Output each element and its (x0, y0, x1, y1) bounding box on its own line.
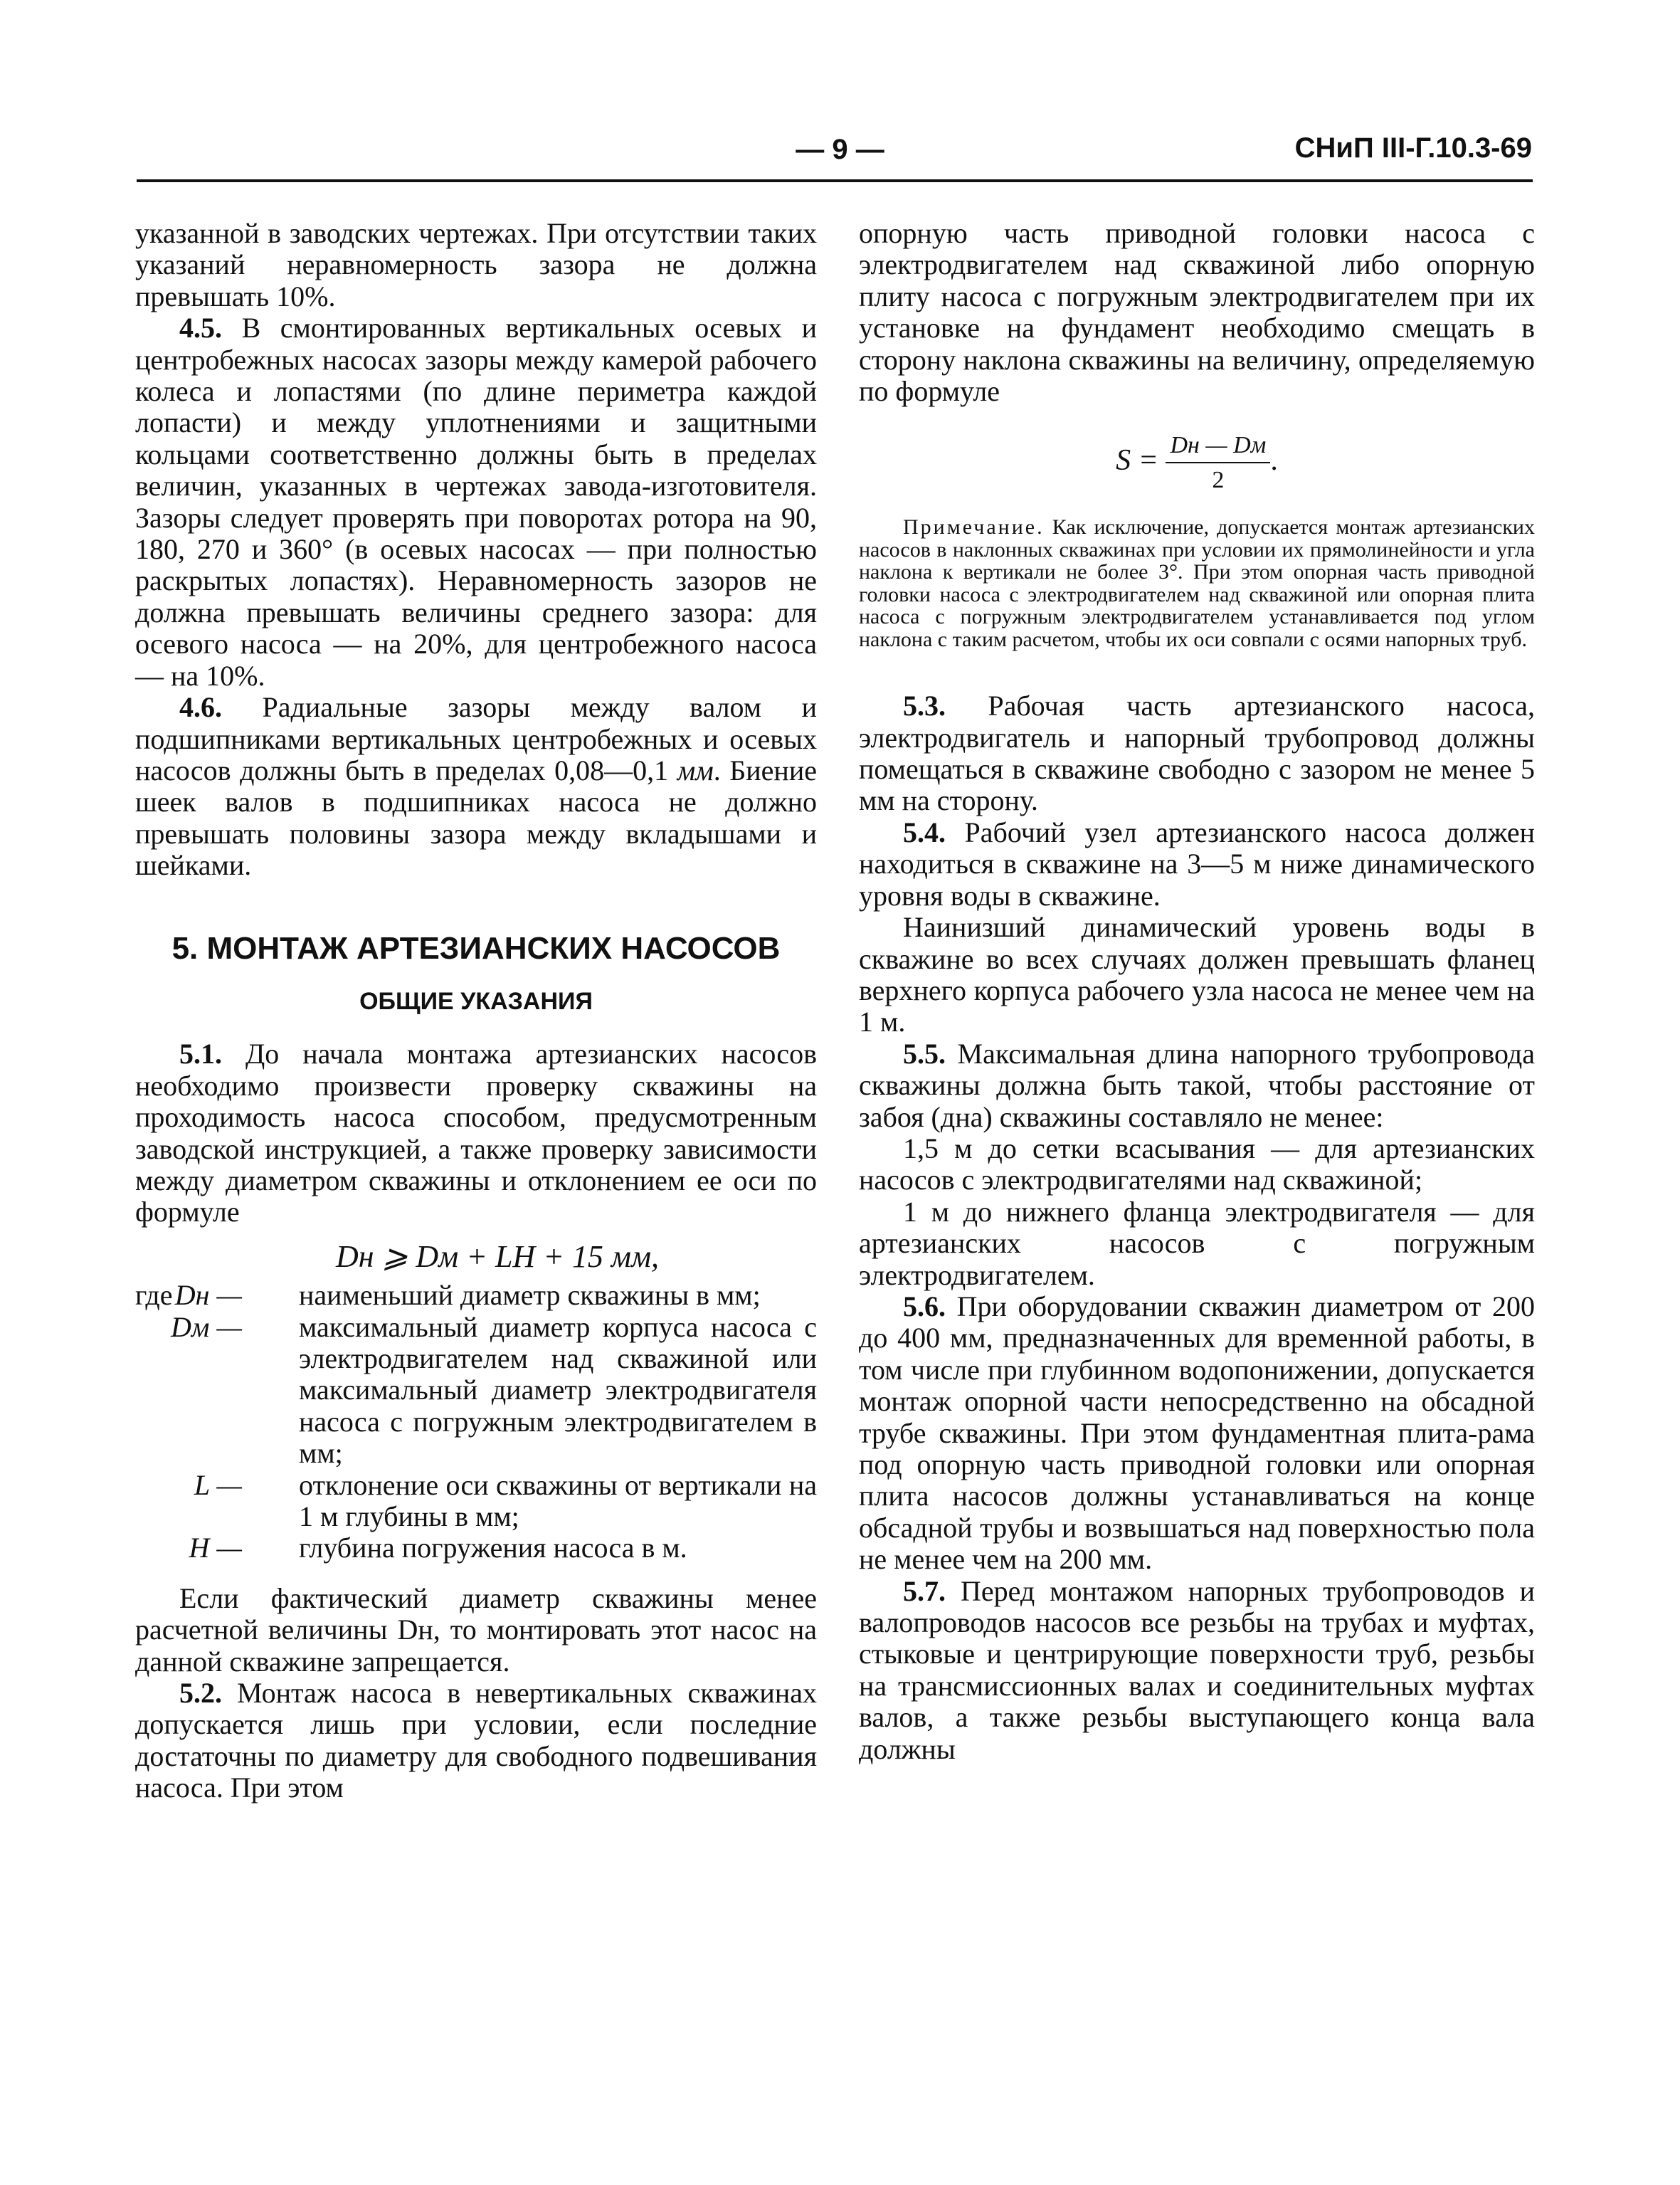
note-text: Как исключение, допускается монтаж артезианских насосов в наклонных скважинах при условии их прямолинейности и угла наклона к вертикали не более 3°. При этом опорная часть приводной головки насоса с электродвигателем над скважиной или опорная плита насоса с погружным электродвигателем устанавливается под углом наклона с таким расчетом, чтобы их оси совпали с осями напорных труб. (859, 515, 1535, 651)
clause-text: В смонтированных вертикальных осевых и центробежных насосах зазоры между камерой рабочего колеса и лопастями (по длине периметра каждой лопасти) и между уплотнениями и защитными кольцами соответственно должны быть в пределах величин, указанных в чертежах завода-изготовителя. Зазоры следует проверять при поворотах ротора на 90, 180, 270 и 360° (в осевых насосах — при полностью раскрытых лопастях). Неравномерность зазоров не должна превышать величины среднего зазора: для осевого насоса — на 20%, для центробежного насоса — на 10%. (135, 312, 817, 692)
clause-text: Максимальная длина напорного трубопровода скважины должна быть такой, чтобы расстояние от забоя (дна) скважины составляло не менее: (859, 1037, 1535, 1133)
fraction (1166, 430, 1270, 496)
clause-5-6 (859, 1291, 1535, 1576)
clause-text: До начала монтажа артезианских насосов необходимо произвести проверку скважины на проходимость насоса способом, предусмотренным заводской инструкцией, а также проверку зависимости между диаметром скважины и отклонением ее оси по формуле (135, 1038, 817, 1228)
clause-text: . Биение шеек валов в подшипниках насоса не должно превышать половины зазора между вкладышами и шейками. (135, 754, 818, 882)
definition-term: L — (194, 1468, 242, 1501)
clause-number: 5.1. (179, 1038, 222, 1070)
clause-5-7 (859, 1576, 1535, 1765)
list-item: 1 м до нижнего фланца электродвигателя — для артезианских насосов с погружным электродвигателем. (859, 1195, 1535, 1291)
clause-4-6 (135, 692, 817, 881)
paragraph-if: Если фактический диаметр скважины менее расчетной величины Dн, то монтировать этот насос на данной скважине запрещается. (135, 1581, 817, 1678)
clause-number: 5.6. (903, 1290, 946, 1322)
clause-5-4 (859, 817, 1535, 912)
clause-number: 5.5. (903, 1037, 946, 1070)
clause-number: 4.5. (179, 312, 222, 344)
definition-row (135, 1532, 817, 1564)
fraction-numerator: Dн — Dм (1166, 430, 1270, 463)
clause-4-5 (135, 312, 817, 692)
definition-term: Dн — (174, 1279, 242, 1312)
unit: мм (677, 754, 714, 786)
definition-text: наименьший диаметр скважины в мм; (299, 1279, 761, 1312)
clause-number: 5.3. (903, 690, 946, 722)
clause-5-5 (859, 1038, 1535, 1133)
subsection-title: ОБЩИЕ УКАЗАНИЯ (359, 987, 593, 1015)
list-item: 1,5 м до сетки всасывания — для артезианских насосов с электродвигателями над скважиной; (859, 1132, 1535, 1196)
clause-number: 4.6. (179, 691, 222, 724)
clause-5-1 (135, 1038, 817, 1228)
definition-row (135, 1280, 817, 1311)
definition-text: глубина погружения насоса в м. (299, 1532, 687, 1564)
clause-text: Перед монтажом напорных трубопроводов и валопроводов насосов все резьбы на трубах и муфтах, стыковые и центрирующие поверхности труб, резьбы на трансмиссионных валах и соединительных муфтах валов, а также резьбы выступающего конца вала должны (859, 1574, 1535, 1765)
formula-diameter: Dн ⩾ Dм + LH + 15 мм, (335, 1238, 660, 1274)
definitions-list (135, 1280, 817, 1564)
definition-row (135, 1312, 817, 1470)
paragraph-continued: опорную часть приводной головки насоса с электродвигателем над скважиной либо опорную плиту насоса с погружным электродвигателем при их установке на фундамент необходимо смещать в сторону наклона скважины на величину, определяемую по формуле (859, 217, 1535, 408)
where-label: где (135, 1279, 173, 1312)
definition-term: H — (189, 1532, 242, 1564)
clause-number: 5.2. (179, 1677, 222, 1710)
clause-text: При оборудовании скважин диаметром от 200 до 400 мм, предназначенных для временной работы, в том числе при глубинном водопонижении, допускается монтаж опорной части непосредственно на обсадной трубе скважины. При этом фундаментная плита-рама под опорную часть приводной головки или опорная плита насосов должны устанавливаться на конце обсадной трубы и возвышаться над поверхностью пола не менее чем на 200 мм. (859, 1290, 1535, 1576)
note-label: Примечание. (903, 515, 1045, 539)
page-number: — 9 — (796, 134, 884, 165)
clause-text: Рабочая часть артезианского насоса, электродвигатель и напорный трубопровод должны помещаться в скважине свободно с зазором не менее 5 мм на сторону. (859, 690, 1535, 817)
fraction-denominator: 2 (1212, 466, 1225, 493)
clause-text: Рабочий узел артезианского насоса должен находиться в скважине на 3—5 м ниже динамического уровня воды в скважине. (859, 816, 1535, 912)
clause-5-3 (859, 690, 1535, 817)
clause-text: Монтаж насоса в невертикальных скважинах допускается лишь при условии, если последние достаточны по диаметру для свободного подвешивания насоса. При этом (135, 1677, 817, 1804)
paragraph: Наинизший динамический уровень воды в скважине во всех случаях должен превышать фланец верхнего корпуса рабочего узла насоса не менее чем на 1 м. (859, 911, 1535, 1038)
paragraph-continued: указанной в заводских чертежах. При отсутствии таких указаний неравномерность зазора не должна превышать 10%. (135, 217, 817, 312)
clause-5-2 (135, 1678, 817, 1804)
header-rule (137, 179, 1533, 182)
formula-lhs: S = (1116, 444, 1158, 478)
definition-text: отклонение оси скважины от вертикали на 1 м глубины в мм; (299, 1468, 817, 1533)
formula-offset (859, 430, 1535, 496)
definition-text: максимальный диаметр корпуса насоса с электродвигателем над скважиной или максимальный диаметр электродвигателя насоса с погружным электродвигателем в мм; (299, 1310, 817, 1470)
clause-text: Радиальные зазоры между валом и подшипниками вертикальных центробежных и осевых насосов должны быть в пределах 0,08—0,1 (135, 691, 817, 786)
clause-number: 5.7. (903, 1574, 946, 1607)
section-title: 5. МОНТАЖ АРТЕЗИАНСКИХ НАСОСОВ (171, 930, 781, 966)
note (859, 516, 1535, 651)
formula-end: . (1270, 444, 1278, 478)
right-column (859, 218, 1535, 1765)
left-column (135, 218, 817, 1804)
clause-number: 5.4. (903, 816, 946, 848)
definition-term: Dм — (171, 1310, 242, 1343)
document-code: СНиП III-Г.10.3-69 (1294, 132, 1532, 164)
definition-row (135, 1470, 817, 1533)
